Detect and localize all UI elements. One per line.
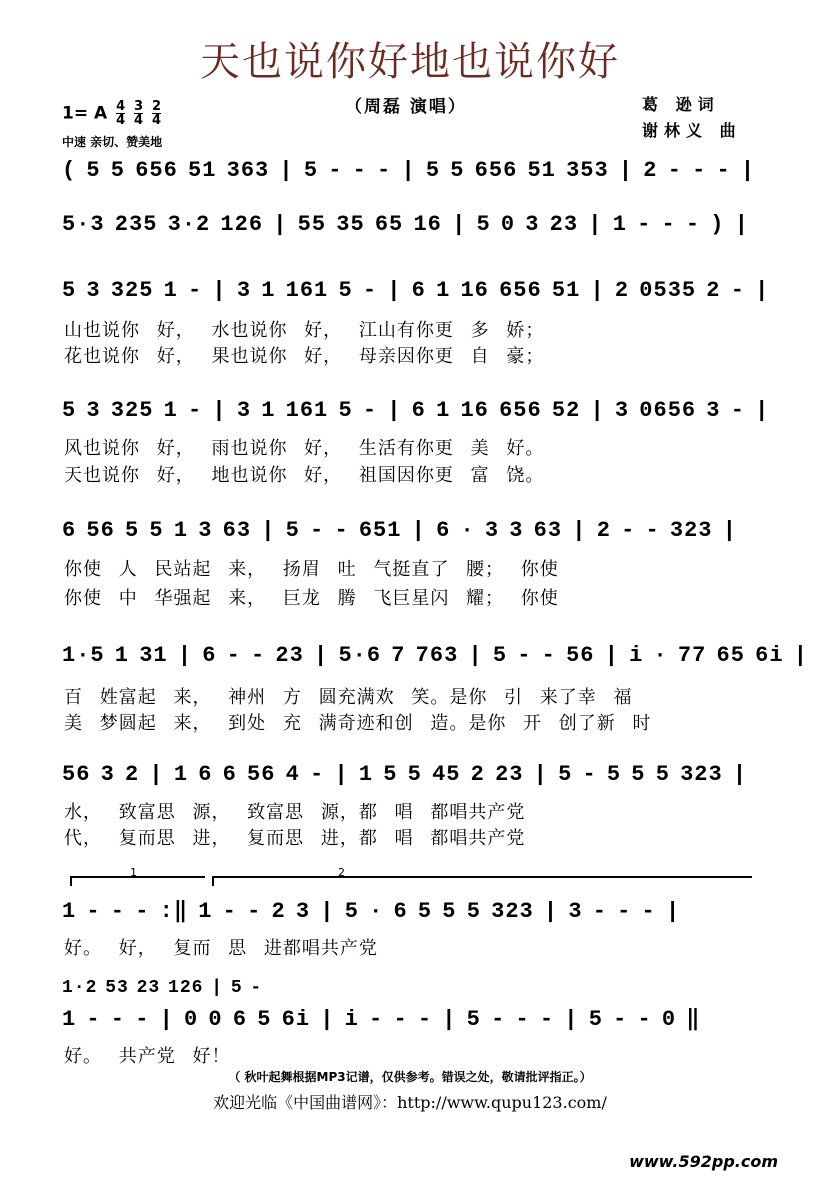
key-label: 1= A xyxy=(62,103,108,124)
time-signature-3: $\frac{2}{4}$ xyxy=(152,99,162,128)
song-title: 天也说你好地也说你好 xyxy=(200,39,620,85)
watermark-site: www.592pp.com xyxy=(629,1152,778,1171)
score-line-3: 5 3 325 1 - | 3 1 161 5 - | 6 1 16 656 51 | 2 0535 2 - | xyxy=(62,278,770,303)
lyric-line-9: 好。 共产党 好！ xyxy=(64,1046,231,1067)
volta-number-1: 1 xyxy=(130,866,137,879)
score-line-4: 5 3 325 1 - | 3 1 161 5 - | 6 1 16 656 52 | 3 0656 3 - | xyxy=(62,398,770,423)
volta-bracket-1-left xyxy=(70,876,72,886)
lyric-line-7b: 代， 复而思 进， 复而思 进，都 唱 都唱共产党 xyxy=(64,828,526,849)
lyricist-credit: 葛 逊词 xyxy=(642,95,720,114)
lyric-line-4a: 风也说你 好， 雨也说你 好， 生活有你更 美 好。 xyxy=(64,438,545,459)
transcription-note: （ 秋叶起舞根据MP3记谱，仅供参考。错误之处，敬请批评指正。） xyxy=(228,1070,592,1084)
score-line-9-upper: 1·2 53 23 126 | 5 - xyxy=(62,978,263,998)
lyric-line-6a: 百 姓富起 来， 神州 方 圆充满欢 笑。是你 引 来了幸 福 xyxy=(64,687,633,708)
welcome-text: 欢迎光临《中国曲谱网》：http://www.qupu123.com/ xyxy=(213,1093,607,1112)
score-line-6: 1·5 1 31 | 6 - - 23 | 5·6 7 763 | 5 - - 56 | i · 77 65 6i | xyxy=(62,643,808,668)
key-signature xyxy=(62,100,161,127)
time-signature-1: $\frac{4}{4}$ xyxy=(116,99,126,128)
volta-bracket-2-left xyxy=(212,876,214,886)
lyric-line-3a: 山也说你 好， 水也说你 好， 江山有你更 多 娇； xyxy=(64,320,545,341)
lyric-line-7a: 水， 致富思 源， 致富思 源，都 唱 都唱共产党 xyxy=(64,802,526,823)
time-signature-2: $\frac{3}{4}$ xyxy=(134,99,144,128)
lyric-line-3b: 花也说你 好， 果也说你 好， 母亲因你更 自 豪； xyxy=(64,346,545,367)
volta-bracket-2 xyxy=(212,876,752,878)
lyric-line-8: 好。 好， 复而 思 进都唱共产党 xyxy=(64,938,378,959)
score-line-2: 5·3 235 3·2 126 | 55 35 65 16 | 5 0 3 23 | 1 - - - ) | xyxy=(62,212,749,237)
volta-bracket-1 xyxy=(70,876,205,878)
composer-credit: 谢林义 曲 xyxy=(642,121,742,140)
score-line-7: 56 3 2 | 1 6 6 56 4 - | 1 5 5 45 2 23 | 5 - 5 5 5 323 | xyxy=(62,762,748,787)
lyric-line-4b: 天也说你 好， 地也说你 好， 祖国因你更 富 饶。 xyxy=(64,465,545,486)
volta-number-2: 2 xyxy=(338,866,345,879)
score-line-5: 6 56 5 5 1 3 63 | 5 - - 651 | 6 · 3 3 63 | 2 - - 323 | xyxy=(62,518,737,543)
score-line-1: ( 5 5 656 51 363 | 5 - - - | 5 5 656 51 353 | 2 - - - | xyxy=(62,158,756,183)
singer-credit: （周磊 演唱） xyxy=(345,97,467,117)
score-line-9-lower: 1 - - - | 0 0 6 5 6i | i - - - | 5 - - - | 5 - - 0 ‖ xyxy=(62,1007,701,1032)
score-line-8: 1 - - - :‖ 1 - - 2 3 | 5 · 6 5 5 5 323 | 3 - - - | xyxy=(62,899,681,924)
tempo-marking: 中速 亲切、赞美地 xyxy=(62,135,163,149)
lyric-line-5a: 你使 人 民站起 来， 扬眉 吐 气挺直了 腰； 你使 xyxy=(64,559,559,580)
lyric-line-5b: 你使 中 华强起 来， 巨龙 腾 飞巨星闪 耀； 你使 xyxy=(64,588,559,609)
lyric-line-6b: 美 梦圆起 来， 到处 充 满奇迹和创 造。是你 开 创了新 时 xyxy=(64,713,652,734)
